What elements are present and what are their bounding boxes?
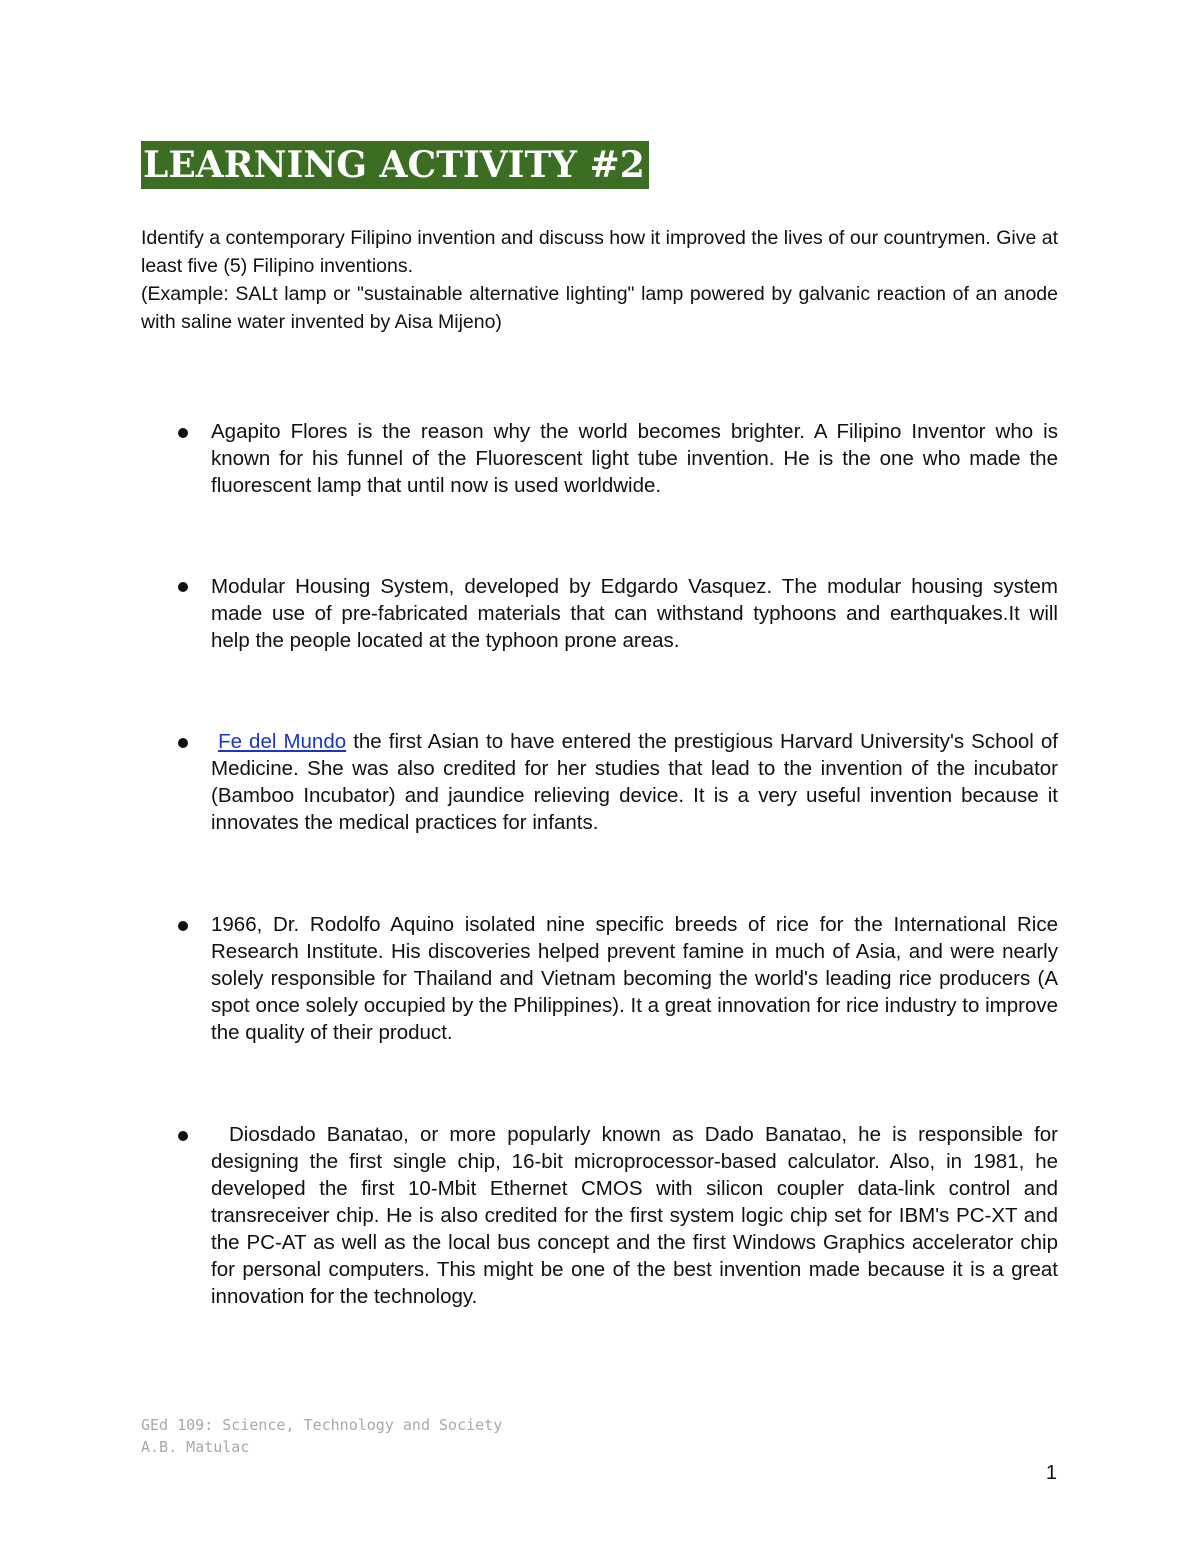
page-number: 1 — [1045, 1462, 1057, 1484]
instructions-example: (Example: SALt lamp or "sustainable alternative lighting" lamp powered by galvanic reaction of an anode with saline water invented by Aisa Mijeno) — [141, 283, 1058, 333]
footer-course: GEd 109: Science, Technology and Society — [141, 1416, 503, 1434]
instructions — [141, 224, 1058, 336]
page-title: LEARNING ACTIVITY #2 — [141, 141, 649, 189]
bullet-icon — [178, 738, 188, 748]
bullet-icon — [178, 1131, 188, 1141]
list-item-text — [211, 728, 1058, 836]
instructions-paragraph: Identify a contemporary Filipino invention and discuss how it improved the lives of our countrymen. Give at least five (5) Filipino inventions. — [141, 227, 1058, 277]
list-item-text: 1966, Dr. Rodolfo Aquino isolated nine specific breeds of rice for the International Rice Research Institute. His discoveries helped prevent famine in much of Asia, and were nearly solely responsible for Thailand and Vietnam becoming the world's leading rice producers (A spot once solely occupied by the Philippines). It a great innovation for rice industry to improve the quality of their product. — [211, 913, 1058, 1044]
list-item-text: Modular Housing System, developed by Edgardo Vasquez. The modular housing system made use of pre-fabricated materials that can withstand typhoons and earthquakes.It will help the people located at the typhoon prone areas. — [211, 575, 1058, 652]
list-item-text: Diosdado Banatao, or more popularly known as Dado Banatao, he is responsible for designing the first single chip, 16-bit microprocessor-based calculator. Also, in 1981, he developed the first 10-Mbit Ethernet CMOS with silicon coupler data-link control and transreceiver chip. He is also credited for the first system logic chip set for IBM's PC-XT and the PC-AT as well as the local bus concept and the first Windows Graphics accelerator chip for personal computers. This might be one of the best invention made because it is a great innovation for the technology. — [211, 1123, 1058, 1308]
page-footer — [141, 1414, 502, 1458]
list-item-text-rest: the first Asian to have entered the prestigious Harvard University's School of Medicine. She was also credited for her studies that lead to the invention of the incubator (Bamboo Incubator) and jaundice relieving device. It is a very useful invention because it innovates the medical practices for infants. — [211, 730, 1058, 834]
fe-del-mundo-link[interactable]: Fe del Mundo — [218, 730, 347, 753]
bullet-icon — [178, 582, 188, 592]
bullet-icon — [178, 921, 188, 931]
list-item-text: Agapito Flores is the reason why the world becomes brighter. A Filipino Inventor who is known for his funnel of the Fluorescent light tube invention. He is the one who made the fluorescent lamp that until now is used worldwide. — [211, 420, 1058, 497]
bullet-icon — [178, 428, 188, 438]
footer-author: A.B. Matulac — [141, 1438, 250, 1456]
